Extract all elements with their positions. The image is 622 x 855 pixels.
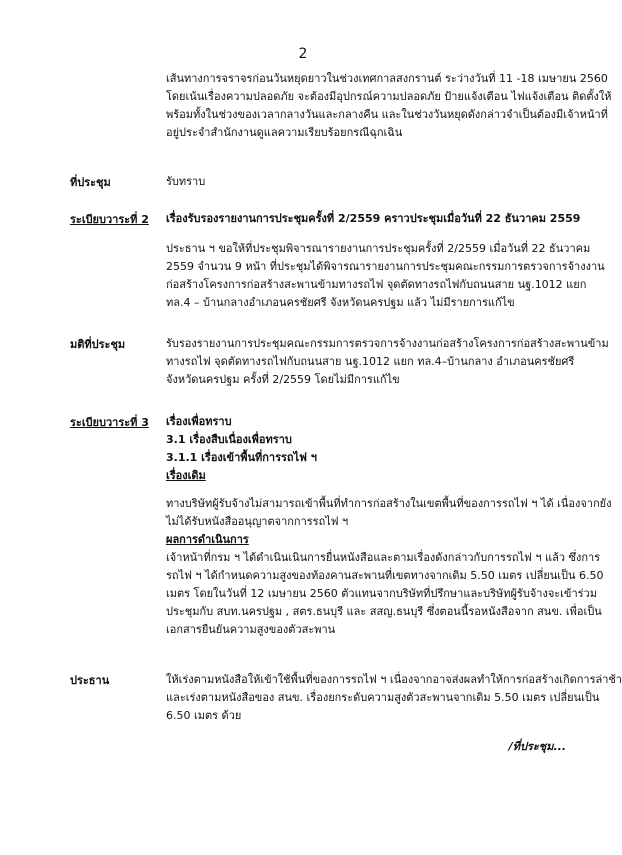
chairman-label: ประธาน	[70, 674, 110, 687]
intro-paragraph	[166, 70, 612, 142]
chairman-content	[166, 671, 622, 725]
page-number: 2	[298, 46, 308, 62]
item-3-1-1: 3.1.1 เรื่องเข้าพื้นที่การรถไฟ ฯ	[166, 451, 317, 464]
agenda-2-line: ทล.4 – บ้านกลางอำเภอนครชัยศรี จังหวัดนครปฐม แล้ว ไม่มีรายการแก้ไข	[166, 296, 515, 309]
resolution-line: ทางรถไฟ จุดตัดทางรถไฟกับถนนสาย นฐ.1012 แยก ทล.4–บ้านกลาง อำเภอนครชัยศรี	[166, 355, 575, 368]
background-line: ไม่ได้รับหนังสืออนุญาตจากการรถไฟ ฯ	[166, 515, 349, 528]
agenda-2-title: เรื่องรับรองรายงานการประชุมครั้งที่ 2/2559 คราวประชุมเมื่อวันที่ 22 ธันวาคม 2559	[166, 212, 581, 225]
chairman-line: และเร่งตามหนังสือของ สนข. เรื่องยกระดับความสูงตัวสะพานจากเดิม 5.50 เมตร เปลี่ยนเป็น	[166, 691, 600, 704]
intro-line: โดยเน้นเรื่องความปลอดภัย จะต้องมีอุปกรณ์ความปลอดภัย ป้ายแจ้งเตือน ไฟแจ้งเตือน ติดตั้งให้	[166, 90, 612, 103]
agenda-2-line: ก่อสร้างโครงการก่อสร้างสะพานข้ามทางรถไฟ จุดตัดทางรถไฟกับถนนสาย นฐ.1012 แยก	[166, 278, 587, 291]
agenda-2-content	[166, 210, 605, 312]
agenda-2-line: 2559 จำนวน 9 หน้า ที่ประชุมได้พิจารณารายงานการประชุมคณะกรรมการตรวจการจ้างงาน	[166, 260, 605, 273]
chairman-line: ให้เร่งตามหนังสือให้เข้าใช้พื้นที่ของการรถไฟ ฯ เนื่องจากอาจส่งผลทำให้การก่อสร้างเกิดการล่าช้า	[166, 673, 622, 686]
progress-line: เอกสารยืนยันความสูงของตัวสะพาน	[166, 623, 336, 636]
agenda-3-label: ระเบียบวาระที่ 3	[70, 416, 149, 429]
resolution-line: รับรองรายงานการประชุมคณะกรรมการตรวจการจ้างงานก่อสร้างโครงการก่อสร้างสะพานข้าม	[166, 337, 609, 350]
continuation-note: /ที่ประชุม...	[508, 740, 566, 753]
resolution-content	[166, 335, 609, 389]
background-line: ทางบริษัทผู้รับจ้างไม่สามารถเข้าพื้นที่ทำการก่อสร้างในเขตพื้นที่ของการรถไฟ ฯ ได้ เนื่องจากยัง	[166, 497, 612, 510]
agenda-3-content	[166, 413, 612, 639]
chairman-line: 6.50 เมตร ด้วย	[166, 709, 242, 722]
progress-line: ประชุมกับ สบท.นครปฐม , สตร.ธนบุรี และ สสญ.ธนบุรี ซึ่งตอนนี้รอหนังสือจาก สนข. เพื่อเป็น	[166, 605, 602, 618]
intro-line: เส้นทางการจราจรก่อนวันหยุดยาวในช่วงเทศกาลสงกรานต์ ระว่างวันที่ 11 -18 เมษายน 2560	[166, 72, 608, 85]
meeting-label: ที่ประชุม	[70, 176, 111, 189]
background-heading: เรื่องเดิม	[166, 469, 206, 482]
meeting-ack-text	[166, 173, 570, 191]
meeting-ack-line: รับทราบ	[166, 175, 206, 188]
agenda-2-line: ประธาน ฯ ขอให้ที่ประชุมพิจารณารายงานการประชุมครั้งที่ 2/2559 เมื่อวันที่ 22 ธันวาคม	[166, 242, 591, 255]
item-3-1: 3.1 เรื่องสืบเนื่องเพื่อทราบ	[166, 433, 292, 446]
intro-line: อยู่ประจำสำนักงานดูแลความเรียบร้อยกรณีฉุกเฉิน	[166, 126, 403, 139]
intro-line: พร้อมทั้งในช่วงของเวลากลางวันและกลางคืน และในช่วงวันหยุดดังกล่าวจำเป็นต้องมีเจ้าหน้าที่	[166, 108, 608, 121]
agenda-2-label: ระเบียบวาระที่ 2	[70, 213, 149, 226]
agenda-3-title: เรื่องเพื่อทราบ	[166, 415, 232, 428]
progress-heading: ผลการดำเนินการ	[166, 533, 249, 546]
resolution-label: มติที่ประชุม	[70, 338, 126, 351]
progress-line: เมตร โดยในวันที่ 12 เมษายน 2560 ตัวแทนจากบริษัทที่ปรึกษาและบริษัทผู้รับจ้างจะเข้าร่วม	[166, 587, 597, 600]
resolution-line: จังหวัดนครปฐม ครั้งที่ 2/2559 โดยไม่มีการแก้ไข	[166, 373, 400, 386]
progress-line: รถไฟ ฯ ได้กำหนดความสูงของท้องคานสะพานที่เขตทางจากเดิม 5.50 เมตร เปลี่ยนเป็น 6.50	[166, 569, 604, 582]
progress-line: เจ้าหน้าที่กรม ฯ ได้ดำเนินเนินการยื่นหนังสือและตามเรื่องดังกล่าวกับการรถไฟ ฯ แล้ว ซึ่งการ	[166, 551, 601, 564]
